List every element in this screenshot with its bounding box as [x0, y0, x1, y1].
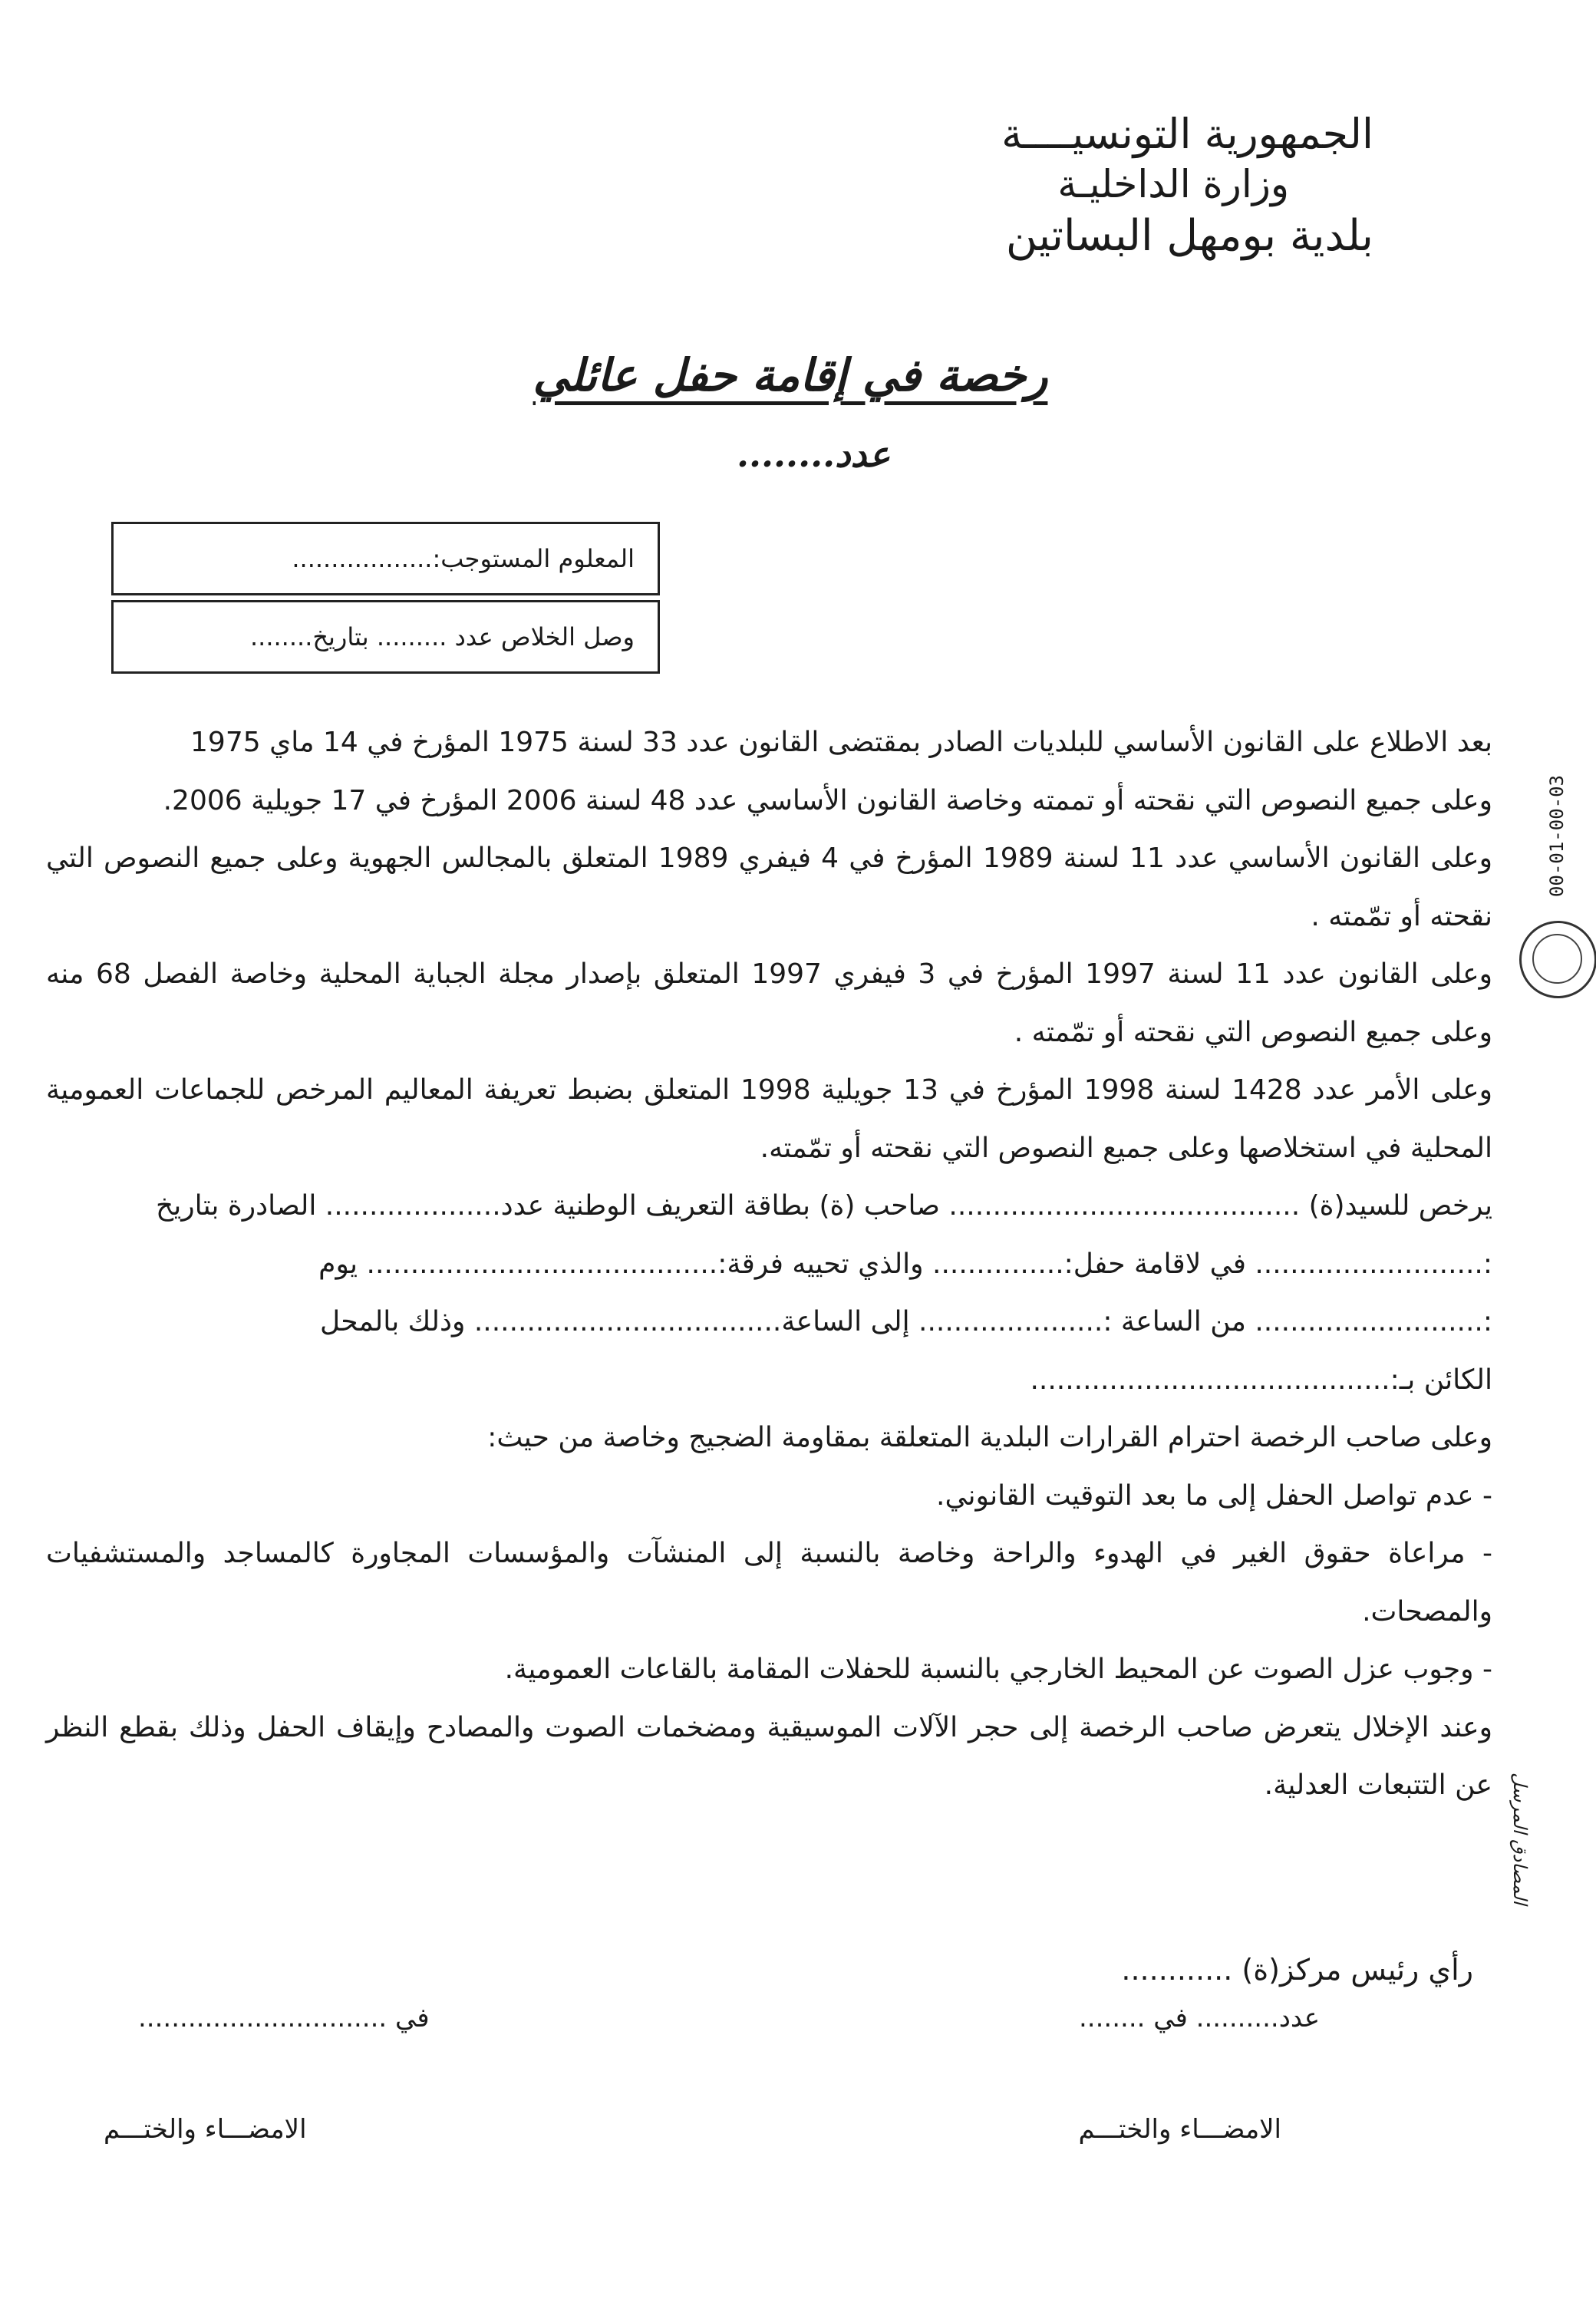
body-paragraph-2: وعلى جميع النصوص التي نقحته أو تممته وخاصة القانون الأساسي عدد 48 لسنة 2006 المؤرخ في 17 جويلية 2006.: [163, 784, 1492, 816]
side-code-text: 00-01-00-03: [1546, 775, 1568, 897]
ministry-title: وزارة الداخليـة: [1057, 162, 1289, 206]
fee-field: المعلوم المستوجب:..................: [111, 522, 660, 595]
body-paragraph-3: وعلى القانون الأساسي عدد 11 لسنة 1989 المؤرخ في 4 فيفري 1989 المتعلق بالمجالس الجهوية وعلى جميع النصوص التي نقحته أو تمّمته .: [46, 843, 1492, 932]
obligation-item-3: - وجوب عزل الصوت عن المحيط الخارجي بالنسبة للحفلات المقامة بالقاعات العمومية.: [504, 1654, 1492, 1685]
body-paragraph-1: بعد الاطلاع على القانون الأساسي للبلديات الصادر بمقتضى القانون عدد 33 لسنة 1975 المؤرخ في 14 ماي 1975: [190, 727, 1492, 758]
obligation-intro: وعلى صاحب الرخصة احترام القرارات البلدية المتعلقة بمقاومة الضجيج وخاصة من حيث:: [487, 1422, 1492, 1453]
document-title-container: [0, 349, 1596, 401]
time-line: :.......................... من الساعة :..................... إلى الساعة................................... وذلك بالمحل: [319, 1306, 1492, 1337]
margin-note-text: المصادق المرسل: [1509, 1773, 1531, 1905]
document-title: رخصة في إقامة حفل عائلي: [533, 349, 1048, 401]
document-number: عدد........: [737, 434, 891, 475]
municipality-title: بلدية بومهل البساتين: [1005, 211, 1373, 261]
center-opinion: رأي رئيس مركز(ة) ............: [1121, 1953, 1473, 1987]
republic-title: الجمهورية التونسيــــة: [1001, 110, 1373, 158]
stamp-inner-ring: [1532, 934, 1582, 984]
obligation-item-2: - مراعاة حقوق الغير في الهدوء والراحة وخاصة بالنسبة إلى المنشآت والمؤسسات المجاورة كالمساجد والمستشفيات والمصحات.: [46, 1538, 1492, 1628]
right-signature-label: الامضـــاء والختـــم: [1078, 2114, 1281, 2145]
event-line: :.......................... في لاقامة حفل:............... والذي تحييه فرقة:........................................ يوم: [318, 1248, 1492, 1280]
obligation-item-1: - عدم تواصل الحفل إلى ما بعد التوقيت القانوني.: [936, 1479, 1492, 1512]
letterhead: [836, 107, 1373, 265]
body-paragraph-5: وعلى الأمر عدد 1428 لسنة 1998 المؤرخ في 13 جويلية 1998 المتعلق بضبط تعريفة المعاليم المرخص للجماعات العمومية المحلية في استخلاصها وعلى جميع النصوص التي نقحته أو تمّمته.: [46, 1074, 1492, 1164]
body-paragraph-4: وعلى القانون عدد 11 لسنة 1997 المؤرخ في 3 فيفري 1997 المتعلق بإصدار مجلة الجباية المحلية وخاصة الفصل 68 منه وعلى جميع النصوص التي نقحته أو تمّمته .: [46, 958, 1492, 1048]
permit-holder-line: يرخص للسيد(ة) ........................................ صاحب (ة) بطاقة التعريف الوطنية عدد.................... الصادرة بتاريخ: [155, 1190, 1492, 1222]
round-stamp: [1519, 921, 1596, 998]
margin-note: [1500, 1773, 1546, 1918]
receipt-field: وصل الخلاص عدد ......... بتاريخ........: [111, 600, 660, 674]
location-line: الكائن بـ:.........................................: [1030, 1364, 1492, 1396]
left-signature-label: الامضـــاء والختـــم: [104, 2114, 307, 2145]
left-date-line: في ..............................: [138, 2003, 430, 2033]
fee-boxes: [111, 522, 660, 678]
right-date-line: عدد.......... في ........: [1078, 2003, 1320, 2033]
document-body: [46, 714, 1492, 1815]
penalty-paragraph: وعند الإخلال يتعرض صاحب الرخصة إلى حجر الآلات الموسيقية ومضخمات الصوت والمصادح وإيقاف الحفل وذلك بقطع النظر عن التتبعات العدلية.: [46, 1711, 1492, 1801]
